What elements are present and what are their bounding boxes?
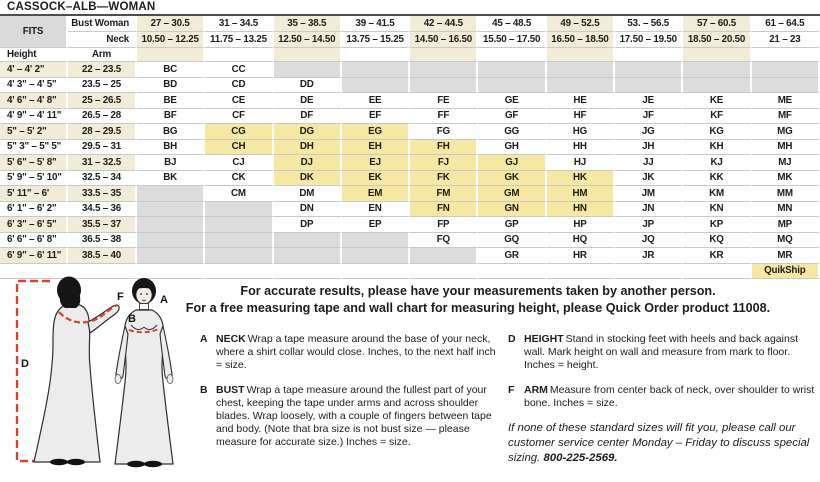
unavailable-cell	[342, 62, 410, 78]
size-code-cell: JK	[615, 171, 683, 187]
size-code-cell: FK	[410, 171, 478, 187]
unavailable-cell	[137, 233, 205, 249]
size-code-cell: JR	[615, 248, 683, 264]
header-spacer-cell	[342, 48, 410, 62]
arm-range-cell: 23.5 – 25	[68, 78, 137, 94]
arm-range-cell: 36.5 – 38	[68, 233, 137, 249]
size-code-cell: CK	[205, 171, 273, 187]
size-code-cell: DN	[274, 202, 342, 218]
neck-range-header: 21 – 23	[752, 32, 820, 48]
size-code-cell: KN	[683, 202, 751, 218]
size-code-cell: MR	[752, 248, 820, 264]
unavailable-cell	[410, 78, 478, 94]
height-range-cell: 4' – 4' 2"	[0, 62, 68, 78]
spacer-cell	[274, 264, 342, 280]
special-sizing-note: If none of these standard sizes will fit you, please call our customer service center Monday – Friday to discuss special sizing. 800-225-2569.	[508, 422, 810, 465]
height-range-cell: 6' 6" – 6' 8"	[0, 233, 68, 249]
size-code-cell: HK	[547, 171, 615, 187]
table-row	[0, 78, 820, 94]
height-range-cell: 5" 3" – 5" 5"	[0, 140, 68, 156]
unavailable-cell	[274, 248, 342, 264]
spacer-cell	[342, 264, 410, 280]
size-code-cell: JH	[615, 140, 683, 156]
bust-range-header: 31 – 34.5	[205, 16, 273, 32]
table-row	[0, 202, 820, 218]
unavailable-cell	[615, 78, 683, 94]
table-row	[0, 248, 820, 264]
spacer-cell	[615, 264, 683, 280]
height-range-cell: 4' 3" – 4' 5"	[0, 78, 68, 94]
header-spacer-cell	[615, 48, 683, 62]
size-code-cell: JQ	[615, 233, 683, 249]
neck-range-header: 12.50 – 14.50	[274, 32, 342, 48]
neck-range-header: 15.50 – 17.50	[478, 32, 546, 48]
size-code-cell: CJ	[205, 155, 273, 171]
bust-woman-label: Bust Woman	[68, 16, 137, 32]
spacer-cell	[478, 264, 546, 280]
instruction-arm	[508, 384, 816, 410]
size-code-cell: JN	[615, 202, 683, 218]
size-code-cell: MG	[752, 124, 820, 140]
neck-range-header: 17.50 – 19.50	[615, 32, 683, 48]
height-range-cell: 5' 11" – 6'	[0, 186, 68, 202]
bust-range-header: 61 – 64.5	[752, 16, 820, 32]
header-spacer-cell	[547, 48, 615, 62]
unavailable-cell	[342, 233, 410, 249]
header-spacer-cell	[137, 48, 205, 62]
arm-range-cell: 28 – 29.5	[68, 124, 137, 140]
height-label: Height	[0, 48, 68, 62]
table-row	[0, 93, 820, 109]
size-code-cell: FP	[410, 217, 478, 233]
intro-text	[140, 283, 816, 316]
size-code-cell: DH	[274, 140, 342, 156]
size-code-cell: GG	[478, 124, 546, 140]
front-figure-foot	[144, 461, 162, 467]
size-code-cell: KR	[683, 248, 751, 264]
size-code-cell: GE	[478, 93, 546, 109]
bust-range-header: 45 – 48.5	[478, 16, 546, 32]
size-code-cell: KQ	[683, 233, 751, 249]
bust-range-header: 53. – 56.5	[615, 16, 683, 32]
instruction-text: Measure from center back of neck, over shoulder to wrist bone. Inches = size.	[524, 383, 815, 409]
size-code-cell: KK	[683, 171, 751, 187]
size-code-cell: HF	[547, 109, 615, 125]
unavailable-cell	[478, 78, 546, 94]
size-code-cell: MK	[752, 171, 820, 187]
size-code-cell: FG	[410, 124, 478, 140]
unavailable-cell	[410, 248, 478, 264]
bust-range-header: 57 – 60.5	[683, 16, 751, 32]
header-spacer-cell	[683, 48, 751, 62]
size-code-cell: EM	[342, 186, 410, 202]
size-code-cell: DE	[274, 93, 342, 109]
size-code-cell: EF	[342, 109, 410, 125]
arm-range-cell: 25 – 26.5	[68, 93, 137, 109]
arm-range-cell: 33.5 – 35	[68, 186, 137, 202]
instruction-letter: F	[508, 383, 515, 396]
size-code-cell: DM	[274, 186, 342, 202]
bust-range-header: 27 – 30.5	[137, 16, 205, 32]
unavailable-cell	[478, 62, 546, 78]
unavailable-cell	[205, 217, 273, 233]
size-code-cell: BG	[137, 124, 205, 140]
table-row	[0, 155, 820, 171]
size-code-cell: BK	[137, 171, 205, 187]
table-row	[0, 124, 820, 140]
figure-label-a: A	[160, 294, 168, 306]
table-row	[0, 217, 820, 233]
bust-range-header: 39 – 41.5	[342, 16, 410, 32]
size-code-cell: GM	[478, 186, 546, 202]
front-figure-foot	[127, 461, 145, 467]
unavailable-cell	[410, 62, 478, 78]
size-code-cell: FJ	[410, 155, 478, 171]
spacer-cell	[683, 264, 751, 280]
size-code-cell: JJ	[615, 155, 683, 171]
size-code-cell: MF	[752, 109, 820, 125]
unavailable-cell	[752, 78, 820, 94]
height-range-cell: 5' 6" – 5' 8"	[0, 155, 68, 171]
unavailable-cell	[547, 78, 615, 94]
size-code-cell: GH	[478, 140, 546, 156]
size-code-cell: HP	[547, 217, 615, 233]
header-spacer-cell	[752, 48, 820, 62]
size-code-cell: EK	[342, 171, 410, 187]
front-figure-hand	[167, 375, 173, 384]
size-code-cell: CG	[205, 124, 273, 140]
table-row	[0, 233, 820, 249]
size-code-cell: FF	[410, 109, 478, 125]
size-code-cell: DJ	[274, 155, 342, 171]
arm-range-cell: 26.5 – 28	[68, 109, 137, 125]
size-code-cell: DD	[274, 78, 342, 94]
size-code-cell: JG	[615, 124, 683, 140]
unavailable-cell	[342, 248, 410, 264]
size-code-cell: ME	[752, 93, 820, 109]
neck-range-header: 11.75 – 13.25	[205, 32, 273, 48]
height-range-cell: 6' 3" – 6' 5"	[0, 217, 68, 233]
unavailable-cell	[137, 202, 205, 218]
bust-range-header: 42 – 44.5	[410, 16, 478, 32]
arm-range-cell: 31 – 32.5	[68, 155, 137, 171]
spacer-cell	[547, 264, 615, 280]
unavailable-cell	[205, 202, 273, 218]
back-figure-foot	[67, 459, 85, 465]
size-code-cell: DK	[274, 171, 342, 187]
header-row-neck	[0, 32, 820, 48]
size-code-cell: HH	[547, 140, 615, 156]
unavailable-cell	[274, 62, 342, 78]
header-row-bust	[0, 16, 820, 32]
size-code-cell: BJ	[137, 155, 205, 171]
neck-range-header: 10.50 – 12.25	[137, 32, 205, 48]
header-spacer-cell	[410, 48, 478, 62]
size-code-cell: JE	[615, 93, 683, 109]
arm-range-cell: 38.5 – 40	[68, 248, 137, 264]
size-code-cell: CM	[205, 186, 273, 202]
size-code-cell: JM	[615, 186, 683, 202]
size-code-cell: GF	[478, 109, 546, 125]
table-row	[0, 171, 820, 187]
unavailable-cell	[683, 78, 751, 94]
height-range-cell: 6' 9" – 6' 11"	[0, 248, 68, 264]
table-row	[0, 62, 820, 78]
size-code-cell: MN	[752, 202, 820, 218]
size-code-cell: KE	[683, 93, 751, 109]
front-figure-hand	[115, 375, 121, 384]
figure-label-f: F	[117, 291, 124, 303]
size-code-cell: GN	[478, 202, 546, 218]
height-range-cell: 5' 9" – 5' 10"	[0, 171, 68, 187]
instruction-bust	[200, 384, 500, 450]
neck-range-header: 14.50 – 16.50	[410, 32, 478, 48]
size-code-cell: EJ	[342, 155, 410, 171]
unavailable-cell	[615, 62, 683, 78]
unavailable-cell	[683, 62, 751, 78]
instructions-left-column	[200, 333, 500, 461]
size-code-cell: DF	[274, 109, 342, 125]
instruction-term: HEIGHT	[524, 333, 564, 345]
size-code-cell: BD	[137, 78, 205, 94]
instruction-term: ARM	[524, 383, 548, 396]
neck-range-header: 16.50 – 18.50	[547, 32, 615, 48]
instruction-letter: B	[200, 383, 208, 396]
unavailable-cell	[342, 78, 410, 94]
instruction-text: Stand in stocking feet with heels and back against wall. Mark height on wall and measure from mark to floor. Inches = height.	[524, 333, 798, 372]
neck-label: Neck	[68, 32, 137, 48]
size-code-cell: GJ	[478, 155, 546, 171]
size-code-cell: KP	[683, 217, 751, 233]
height-range-cell: 6' 1" – 6' 2"	[0, 202, 68, 218]
height-range-cell: 5" – 5' 2"	[0, 124, 68, 140]
size-code-cell: HG	[547, 124, 615, 140]
unavailable-cell	[274, 233, 342, 249]
size-code-cell: HM	[547, 186, 615, 202]
size-code-cell: EP	[342, 217, 410, 233]
instruction-term: NECK	[216, 333, 246, 345]
size-code-cell: BH	[137, 140, 205, 156]
size-code-cell: MJ	[752, 155, 820, 171]
size-code-cell: FM	[410, 186, 478, 202]
size-code-cell: CF	[205, 109, 273, 125]
size-code-cell: MH	[752, 140, 820, 156]
size-code-cell: EG	[342, 124, 410, 140]
arm-range-cell: 22 – 23.5	[68, 62, 137, 78]
arm-label: Arm	[68, 48, 137, 62]
size-code-cell: EH	[342, 140, 410, 156]
spacer-cell	[205, 264, 273, 280]
size-code-cell: MM	[752, 186, 820, 202]
size-code-cell: DG	[274, 124, 342, 140]
phone-number: 800-225-2569.	[543, 452, 618, 465]
size-code-cell: KH	[683, 140, 751, 156]
table-row	[0, 186, 820, 202]
size-code-cell: FQ	[410, 233, 478, 249]
arm-range-cell: 32.5 – 34	[68, 171, 137, 187]
size-code-cell: CE	[205, 93, 273, 109]
header-spacer-cell	[274, 48, 342, 62]
unavailable-cell	[752, 62, 820, 78]
size-code-cell: JF	[615, 109, 683, 125]
size-code-cell: EE	[342, 93, 410, 109]
arm-range-cell: 35.5 – 37	[68, 217, 137, 233]
size-code-cell: GP	[478, 217, 546, 233]
bust-range-header: 49 – 52.5	[547, 16, 615, 32]
size-code-cell: MP	[752, 217, 820, 233]
instruction-neck	[200, 333, 500, 373]
unavailable-cell	[205, 248, 273, 264]
back-figure-arm	[88, 305, 119, 333]
spacer-cell	[410, 264, 478, 280]
unavailable-cell	[547, 62, 615, 78]
figure-label-b: B	[128, 313, 136, 325]
header-spacer-cell	[205, 48, 273, 62]
fits-label: FITS	[0, 16, 68, 48]
header-spacer-cell	[478, 48, 546, 62]
size-code-cell: BE	[137, 93, 205, 109]
instruction-letter: D	[508, 333, 516, 345]
instruction-text: Wrap a tape measure around the fullest part of your chest, keeping the tape under arms and across shoulder blades. Wrap loosely, with a couple of fingers between tape and body. (Note that bra size is not bust size — please measure for accurate size.) Inches = size.	[216, 383, 492, 449]
size-code-cell: GK	[478, 171, 546, 187]
neck-range-header: 13.75 – 15.25	[342, 32, 410, 48]
size-code-cell: DP	[274, 217, 342, 233]
height-range-cell: 4' 6" – 4' 8"	[0, 93, 68, 109]
size-code-cell: CD	[205, 78, 273, 94]
size-code-cell: FE	[410, 93, 478, 109]
size-code-cell: KM	[683, 186, 751, 202]
unavailable-cell	[137, 217, 205, 233]
size-code-cell: BF	[137, 109, 205, 125]
size-code-cell: KJ	[683, 155, 751, 171]
size-code-cell: HQ	[547, 233, 615, 249]
size-table	[0, 16, 820, 279]
size-code-cell: MQ	[752, 233, 820, 249]
quikship-badge: QuikShip	[752, 264, 820, 280]
unavailable-cell	[137, 186, 205, 202]
instruction-term: BUST	[216, 383, 245, 396]
page-title: CASSOCK–ALB—WOMAN	[0, 0, 820, 16]
bust-range-header: 35 – 38.5	[274, 16, 342, 32]
size-code-cell: BC	[137, 62, 205, 78]
instruction-letter: A	[200, 333, 208, 345]
figure-label-d: D	[21, 358, 29, 370]
size-code-cell: HN	[547, 202, 615, 218]
header-row-height-arm	[0, 48, 820, 62]
size-code-cell: JP	[615, 217, 683, 233]
arm-range-cell: 34.5 – 36	[68, 202, 137, 218]
size-code-cell: CC	[205, 62, 273, 78]
back-figure-foot	[50, 459, 68, 465]
size-code-cell: FN	[410, 202, 478, 218]
size-code-cell: HR	[547, 248, 615, 264]
size-code-cell: CH	[205, 140, 273, 156]
instruction-height	[508, 333, 816, 373]
table-row	[0, 140, 820, 156]
unavailable-cell	[137, 248, 205, 264]
size-code-cell: FH	[410, 140, 478, 156]
size-code-cell: GR	[478, 248, 546, 264]
size-code-cell: KF	[683, 109, 751, 125]
instructions-right-column	[508, 333, 816, 466]
intro-line-2: For a free measuring tape and wall chart for measuring height, please Quick Order product 11008.	[185, 300, 771, 315]
intro-line-1: For accurate results, please have your measurements taken by another person.	[240, 284, 716, 298]
unavailable-cell	[205, 233, 273, 249]
instruction-text: Wrap a tape measure around the base of your neck, where a shirt collar would close. Inches, to the next half inch = size.	[216, 333, 496, 372]
height-range-cell: 4' 9" – 4' 11"	[0, 109, 68, 125]
size-code-cell: HJ	[547, 155, 615, 171]
size-code-cell: HE	[547, 93, 615, 109]
arm-range-cell: 29.5 – 31	[68, 140, 137, 156]
size-code-cell: KG	[683, 124, 751, 140]
size-code-cell: GQ	[478, 233, 546, 249]
neck-range-header: 18.50 – 20.50	[683, 32, 751, 48]
size-code-cell: EN	[342, 202, 410, 218]
table-row	[0, 109, 820, 125]
